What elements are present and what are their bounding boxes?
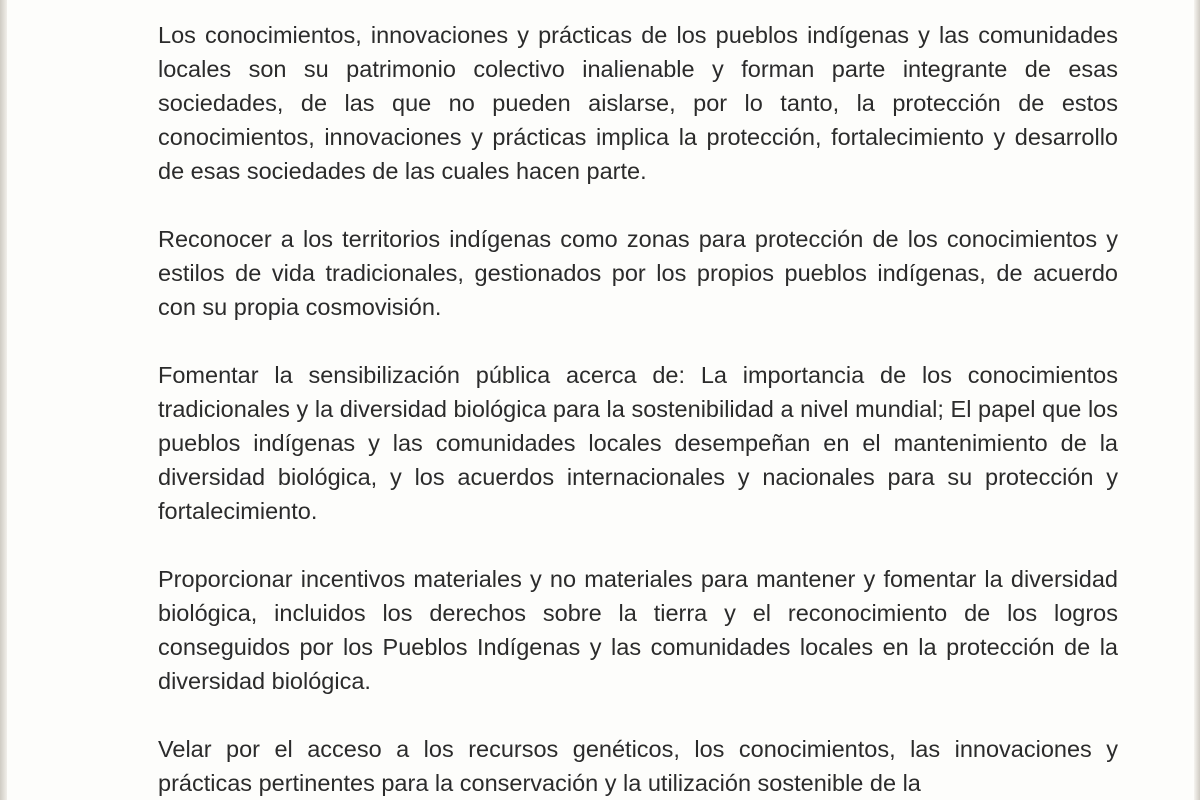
paragraph-1: Los conocimientos, innovaciones y prácticas de los pueblos indígenas y las comunidades locales son su patrimonio colectivo inalienable y forman parte integrante de esas sociedades, de las que no pueden aislarse, por lo tanto, la protección de estos conocimientos, innovaciones y prácticas implica la protección, fortalecimiento y desarrollo de esas sociedades de las cuales hacen parte. bbox=[158, 22, 1118, 184]
page-right-edge bbox=[1194, 0, 1200, 800]
paragraph-2: Reconocer a los territorios indígenas como zonas para protección de los conocimientos y estilos de vida tradicionales, gestionados por los propios pueblos indígenas, de acuerdo con su propia cosmovisión. bbox=[158, 226, 1118, 320]
page-body bbox=[158, 18, 1118, 800]
paragraph-4: Proporcionar incentivos materiales y no materiales para mantener y fomentar la diversidad biológica, incluidos los derechos sobre la tierra y el reconocimiento de los logros conseguidos por los Pueblos Indígenas y las comunidades locales en la protección de la diversidad biológica. bbox=[158, 566, 1118, 694]
page-left-edge bbox=[0, 0, 7, 800]
paragraph-5: Velar por el acceso a los recursos genéticos, los conocimientos, las innovaciones y prácticas pertinentes para la conservación y la utilización sostenible de la bbox=[158, 736, 1118, 796]
paragraph-3: Fomentar la sensibilización pública acerca de: La importancia de los conocimientos tradicionales y la diversidad biológica para la sostenibilidad a nivel mundial; El papel que los pueblos indígenas y las comunidades locales desempeñan en el mantenimiento de la diversidad biológica, y los acuerdos internacionales y nacionales para su protección y fortalecimiento. bbox=[158, 362, 1118, 524]
